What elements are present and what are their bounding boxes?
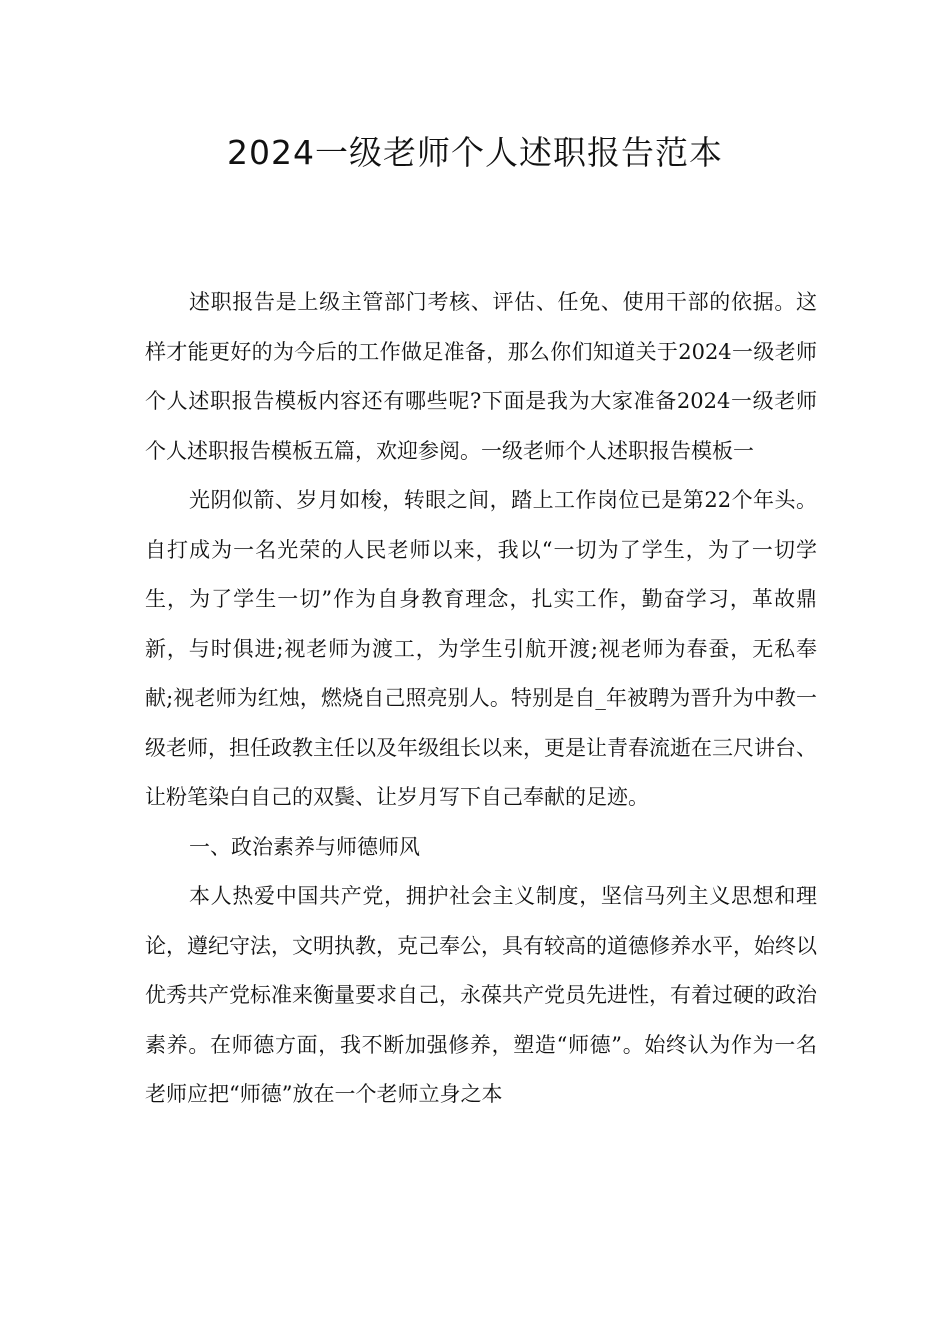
document-title: 2024一级老师个人述职报告范本	[227, 133, 723, 172]
document-body	[145, 278, 817, 1120]
paragraph-opening: 光阴似箭、岁月如梭，转眼之间，踏上工作岗位已是第22个年头。自打成为一名光荣的人民老师以来，我以“一切为了学生，为了一切学生，为了学生一切”作为自身教育理念，扎实工作，勤奋学习，革故鼎新，与时俱进;视老师为渡工，为学生引航开渡;视老师为春蚕，无私奉献;视老师为红烛，燃烧自己照亮别人。特别是自_年被聘为晋升为中教一级老师，担任政教主任以及年级组长以来，更是让青春流逝在三尺讲台、让粉笔染白自己的双鬓、让岁月写下自己奉献的足迹。	[145, 488, 817, 809]
section-heading-politics: 一、政治素养与师德师风	[189, 834, 420, 859]
paragraph-intro: 述职报告是上级主管部门考核、评估、任免、使用干部的依据。这样才能更好的为今后的工作做足准备，那么你们知道关于2024一级老师个人述职报告模板内容还有哪些呢?下面是我为大家准备2024一级老师个人述职报告模板五篇，欢迎参阅。一级老师个人述职报告模板一	[145, 290, 817, 463]
paragraph-politics: 本人热爱中国共产党，拥护社会主义制度，坚信马列主义思想和理论，遵纪守法，文明执教，克己奉公，具有较高的道德修养水平，始终以优秀共产党标准来衡量要求自己，永葆共产党员先进性，有着过硬的政治素养。在师德方面，我不断加强修养，塑造“师德”。始终认为作为一名老师应把“师德”放在一个老师立身之本	[145, 884, 817, 1106]
